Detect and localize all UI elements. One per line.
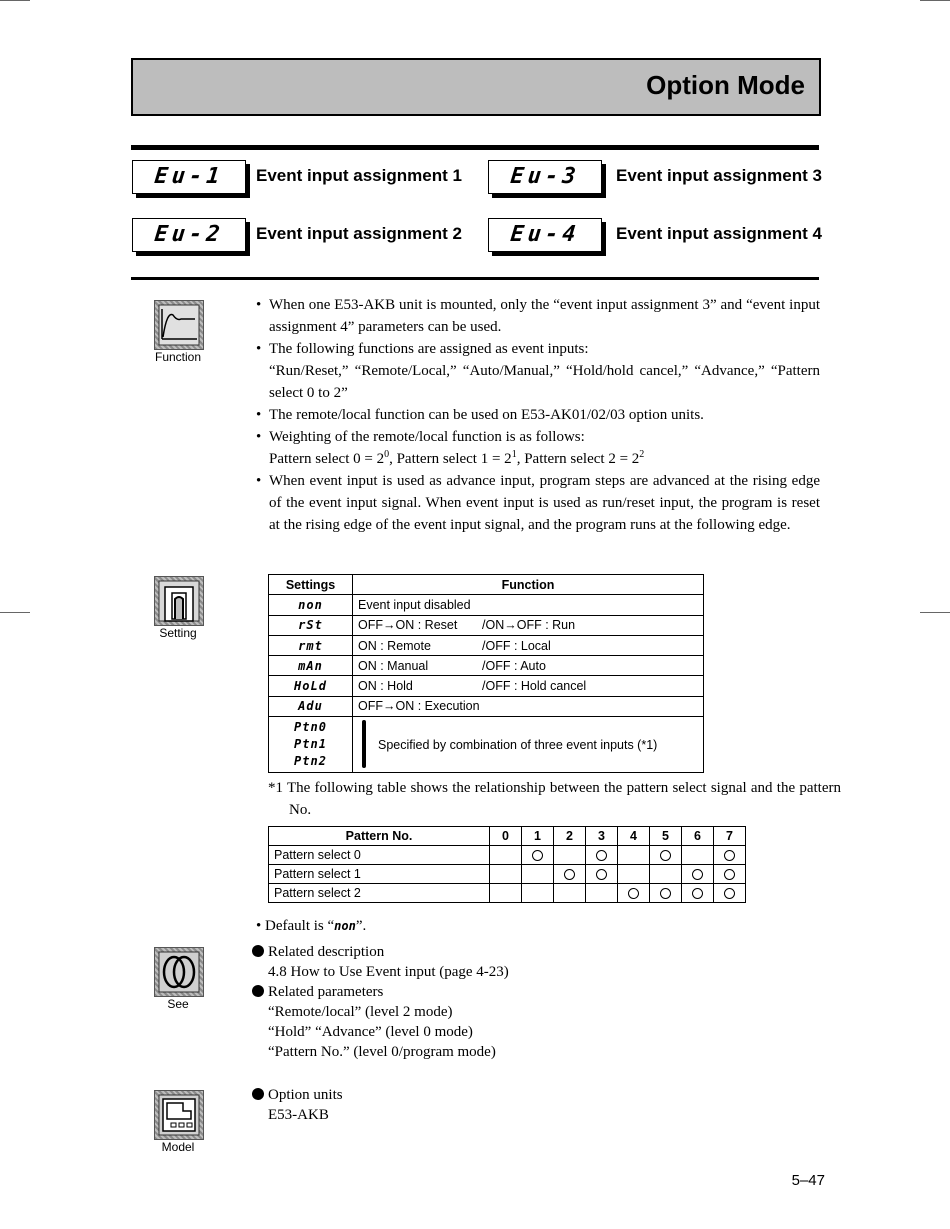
pattern-cell: [522, 865, 554, 884]
model-section: [252, 1085, 343, 1125]
settings-table: [268, 574, 704, 773]
pattern-cell: [522, 846, 554, 865]
list-item: “Pattern No.” (level 0/program mode): [268, 1044, 496, 1060]
table-row: [269, 846, 746, 865]
pattern-cell: [650, 865, 682, 884]
page-title: Option Mode: [646, 70, 805, 100]
pattern-cell: [682, 884, 714, 903]
table-header: 7: [714, 827, 746, 846]
param-label-1: Event input assignment 1: [256, 166, 462, 185]
circle-mark-icon: [596, 869, 607, 880]
model-label: Model: [161, 1140, 195, 1154]
see-section: [252, 942, 509, 1062]
pattern-cell: [682, 846, 714, 865]
list-item: • Weighting of the remote/local function is as follows: Pattern select $0 = 2^0$, Pattern select $1 = 2^1$, Pattern select $2 = 2^2$: [256, 426, 820, 470]
option-units-heading: Option units: [252, 1085, 343, 1105]
pattern-cell: [586, 846, 618, 865]
circle-mark-icon: [724, 869, 735, 880]
pattern-cell: [490, 846, 522, 865]
pattern-table: [268, 826, 746, 903]
table-row: Adu OFF→ON : Execution: [269, 696, 704, 716]
option-unit-model: E53-AKB: [268, 1107, 329, 1123]
table-header: 0: [490, 827, 522, 846]
list-item: “Hold” “Advance” (level 0 mode): [268, 1024, 473, 1040]
table-header: Settings: [269, 575, 353, 595]
related-description-heading: Related description: [252, 942, 509, 962]
footnote: *1 The following table shows the relationship between the pattern select signal and the pattern No.: [268, 780, 841, 818]
pattern-cell: [586, 884, 618, 903]
table-header: 2: [554, 827, 586, 846]
crop-mark: [0, 612, 30, 613]
table-header: Pattern No.: [269, 827, 490, 846]
crop-mark: [920, 0, 950, 1]
table-header: 6: [682, 827, 714, 846]
pattern-select-label: Pattern select 0: [269, 846, 490, 865]
see-label: See: [167, 997, 189, 1011]
function-graph-icon: [154, 300, 204, 350]
setting-label: Setting: [159, 626, 197, 640]
pattern-cell: [490, 865, 522, 884]
bottom-rule: [131, 277, 819, 280]
related-description-link: 4.8 How to Use Event input (page 4-23): [268, 964, 509, 980]
pattern-cell: [554, 846, 586, 865]
related-parameters-heading: Related parameters: [252, 982, 509, 1002]
pattern-cell: [522, 884, 554, 903]
table-header: 3: [586, 827, 618, 846]
pattern-cell: [650, 846, 682, 865]
pattern-cell: [714, 865, 746, 884]
param-label-4: Event input assignment 4: [616, 224, 822, 243]
table-row: non Event input disabled: [269, 595, 704, 615]
pattern-cell: [618, 865, 650, 884]
table-row: [269, 865, 746, 884]
table-row: HoLd ON : Hold /OFF : Hold cancel: [269, 676, 704, 696]
pattern-cell: [490, 884, 522, 903]
list-item: • The remote/local function can be used on E53-AK01/02/03 option units.: [256, 404, 820, 426]
circle-mark-icon: [692, 888, 703, 899]
pattern-cell: [586, 865, 618, 884]
pattern-cell: [714, 884, 746, 903]
list-item: “Remote/local” (level 2 mode): [268, 1004, 453, 1020]
param-display-1: Eu-1: [132, 160, 246, 194]
pattern-cell: [682, 865, 714, 884]
list-item: • When one E53-AKB unit is mounted, only the “event input assignment 3” and “event input assignment 4” parameters can be used.: [256, 294, 820, 338]
circle-mark-icon: [692, 869, 703, 880]
circle-mark-icon: [564, 869, 575, 880]
table-row: rmt ON : Remote /OFF : Local: [269, 635, 704, 655]
circle-mark-icon: [596, 850, 607, 861]
param-display-4: Eu-4: [488, 218, 602, 252]
circle-mark-icon: [724, 850, 735, 861]
circle-mark-icon: [628, 888, 639, 899]
circle-mark-icon: [532, 850, 543, 861]
circle-mark-icon: [660, 888, 671, 899]
see-rings-icon: [154, 947, 204, 997]
pattern-select-label: Pattern select 2: [269, 884, 490, 903]
pattern-cell: [618, 846, 650, 865]
default-note: • Default is “non”.: [256, 918, 367, 934]
crop-mark: [920, 612, 950, 613]
table-header: 1: [522, 827, 554, 846]
param-display-2: Eu-2: [132, 218, 246, 252]
param-label-2: Event input assignment 2: [256, 224, 462, 243]
list-item: • The following functions are assigned as event inputs: “Run/Reset,” “Remote/Local,” “Auto/Manual,” “Hold/hold cancel,” “Advance,” “Pattern select 0 to 2”: [256, 338, 820, 404]
section-header: [131, 58, 821, 116]
pattern-cell: [714, 846, 746, 865]
page-number: 5–47: [791, 1172, 825, 1189]
param-display-3: Eu-3: [488, 160, 602, 194]
setting-hand-icon: [154, 576, 204, 626]
param-label-3: Event input assignment 3: [616, 166, 822, 185]
table-header: 5: [650, 827, 682, 846]
table-row: rSt OFF→ON : Reset /ON→OFF : Run: [269, 615, 704, 635]
pattern-cell: [618, 884, 650, 903]
crop-mark: [0, 0, 30, 1]
pattern-cell: [554, 865, 586, 884]
pattern-cell: [650, 884, 682, 903]
table-row: Ptn0 Ptn1 Ptn2 Specified by combination of three event inputs (*1): [269, 717, 704, 773]
pattern-cell: [554, 884, 586, 903]
table-header: 4: [618, 827, 650, 846]
brace-bar: [362, 720, 366, 768]
table-row: [269, 884, 746, 903]
top-rule: [131, 145, 819, 150]
table-header: Function: [353, 575, 704, 595]
list-item: • When event input is used as advance input, program steps are advanced at the rising edge of the event input signal. When event input is used as run/reset input, the program is reset at the rising edge of the event input signal, and the program runs at the following edge.: [256, 470, 820, 536]
pattern-select-label: Pattern select 1: [269, 865, 490, 884]
function-label: Function: [154, 350, 202, 364]
circle-mark-icon: [724, 888, 735, 899]
model-unit-icon: [154, 1090, 204, 1140]
table-row: mAn ON : Manual /OFF : Auto: [269, 656, 704, 676]
circle-mark-icon: [660, 850, 671, 861]
function-bullets: [256, 294, 820, 536]
